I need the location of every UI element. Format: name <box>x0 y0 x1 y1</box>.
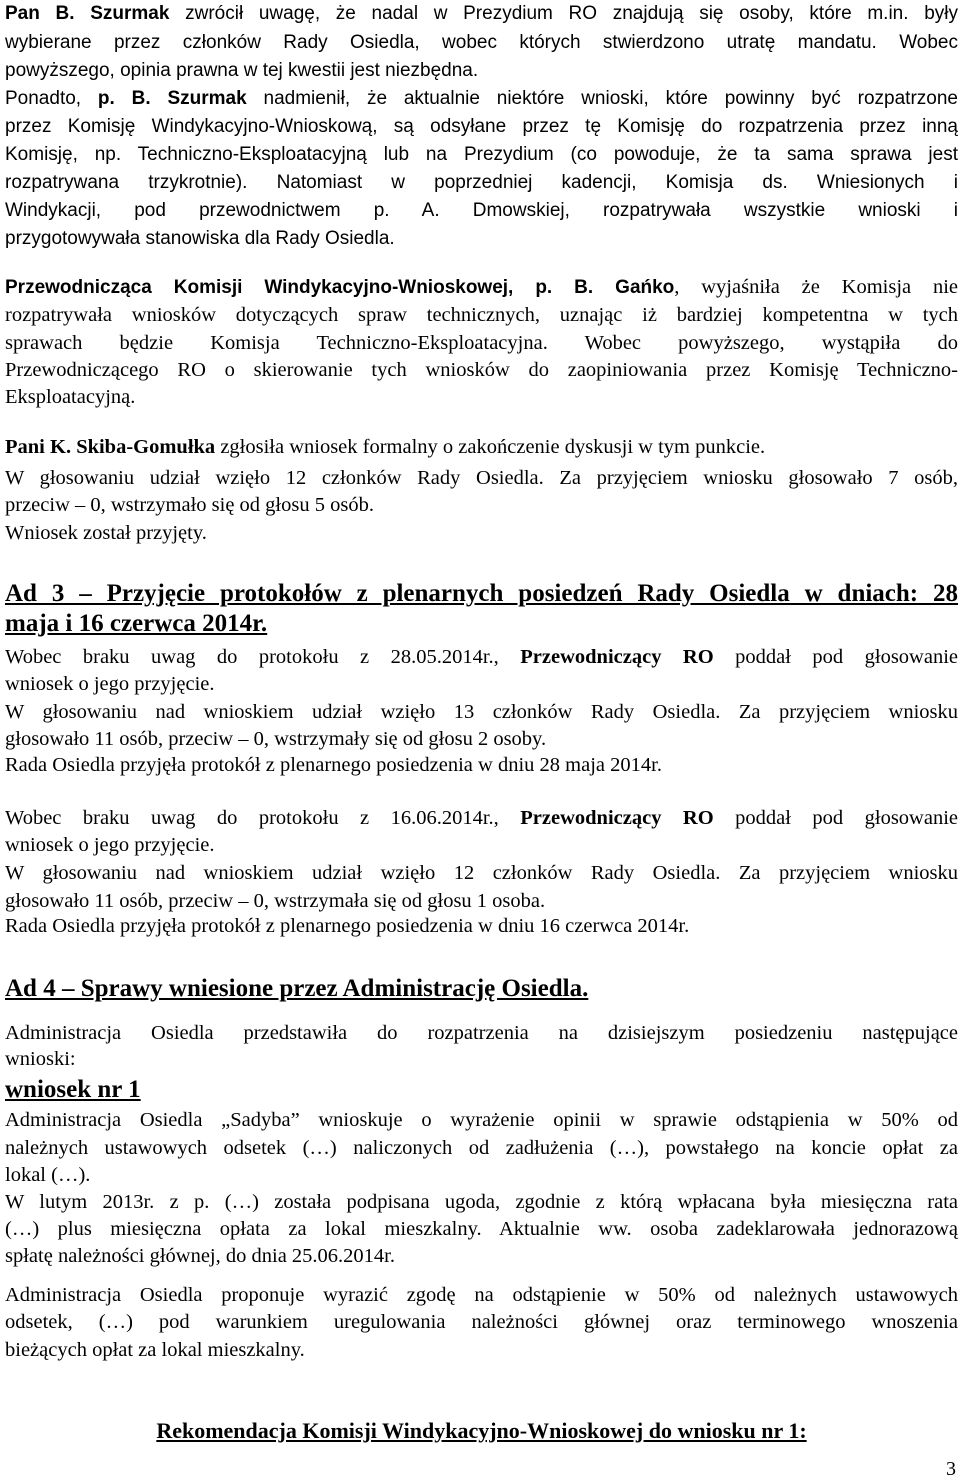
paragraph-4-line-3: przeciw – 0, wstrzymało się od głosu 5 osób. <box>5 494 374 516</box>
section-heading-ad4: Ad 4 – Sprawy wniesione przez Administrację Osiedla. <box>5 975 589 1002</box>
page-number: 3 <box>946 1458 956 1480</box>
paragraph-2-line-3: Komisję, np. Techniczno-Eksploatacyjną lub na Prezydium (co powoduje, że ta sama sprawa jest <box>5 144 958 165</box>
ad4-intro-line-2: wnioski: <box>5 1048 76 1070</box>
paragraph-1-line-1: Pan B. Szurmak zwrócił uwagę, że nadal w Prezydium RO znajdują się osoby, które m.in. były <box>5 3 959 24</box>
paragraph-4-line-1: Pani K. Skiba-Gomułka zgłosiła wniosek formalny o zakończenie dyskusji w tym punkcie. <box>5 436 766 458</box>
ad3-text-line-1: Wobec braku uwag do protokołu z 28.05.2014r., Przewodniczący RO poddał pod głosowanie <box>5 646 958 668</box>
paragraph-2-line-4: rozpatrywana trzykrotnie). Natomiast w poprzedniej kadencji, Komisja ds. Wniesionych i <box>5 172 958 193</box>
motion-line-6: spłatę należności głównej, do dnia 25.06.2014r. <box>5 1245 395 1267</box>
ad4-intro-line-1: Administracja Osiedla przedstawiła do rozpatrzenia na dzisiejszym posiedzeniu następujące <box>5 1022 958 1044</box>
ad3-text-line-7: wniosek o jego przyjęcie. <box>5 834 215 856</box>
motion-line-2: należnych ustawowych odsetek (…) naliczonych od zadłużenia (…), powstałego na koncie opłat za <box>5 1137 958 1159</box>
paragraph-3-line-5: Eksploatacyjną. <box>5 386 136 408</box>
paragraph-3-line-4: Przewodniczącego RO o skierowanie tych wniosków do zaopiniowania przez Komisję Techniczno- <box>5 359 958 381</box>
motion-line-4: W lutym 2013r. z p. (…) została podpisana ugoda, zgodnie z którą wpłacana była miesięczna rata <box>5 1191 958 1213</box>
paragraph-4-line-4: Wniosek został przyjęty. <box>5 522 207 544</box>
speaker-name: Przewodnicząca Komisji Windykacyjno-Wnioskowej, p. B. Gańko <box>5 277 675 298</box>
motion-line-1: Administracja Osiedla „Sadyba” wnioskuje o wyrażenie opinii w sprawie odstąpienia w 50% od <box>5 1109 958 1131</box>
ad3-text-line-3: W głosowaniu nad wnioskiem udział wzięło 13 członków Rady Osiedla. Za przyjęciem wniosku <box>5 701 958 723</box>
ad3-text-line-4: głosowało 11 osób, przeciw – 0, wstrzymały się od głosu 2 osoby. <box>5 728 547 750</box>
section-heading-ad3-line-1: Ad 3 – Przyjęcie protokołów z plenarnych posiedzeń Rady Osiedla w dniach: 28 <box>5 580 958 607</box>
paragraph-1-line-3: powyższego, opinia prawna w tej kwestii jest niezbędna. <box>5 60 479 81</box>
paragraph-2-line-1: Ponadto, p. B. Szurmak nadmienił, że aktualnie niektóre wnioski, które powinny być rozpatrzone <box>5 88 958 109</box>
motion-heading: wniosek nr 1 <box>5 1076 141 1103</box>
proposal-line-3: bieżących opłat za lokal mieszkalny. <box>5 1339 305 1361</box>
ad3-text-line-10: Rada Osiedla przyjęła protokół z plenarnego posiedzenia w dniu 16 czerwca 2014r. <box>5 915 690 937</box>
motion-line-5: (…) plus miesięczna opłata za lokal mieszkalny. Aktualnie ww. osoba zadeklarowała jednorazową <box>5 1218 958 1240</box>
section-heading-ad3-line-2: maja i 16 czerwca 2014r. <box>5 610 268 637</box>
ad3-text-line-6: Wobec braku uwag do protokołu z 16.06.2014r., Przewodniczący RO poddał pod głosowanie <box>5 807 958 829</box>
ad3-text-line-9: głosowało 11 osób, przeciw – 0, wstrzymała się od głosu 1 osoba. <box>5 890 546 912</box>
ad3-text-line-2: wniosek o jego przyjęcie. <box>5 673 215 695</box>
paragraph-2-line-6: przygotowywała stanowiska dla Rady Osiedla. <box>5 228 395 249</box>
recommendation-heading: Rekomendacja Komisji Windykacyjno-Wnioskowej do wniosku nr 1: <box>156 1418 807 1443</box>
speaker-name: Pan B. Szurmak <box>5 3 170 24</box>
speaker-name: Pani K. Skiba-Gomułka <box>5 436 216 458</box>
paragraph-4-line-2: W głosowaniu udział wzięło 12 członków Rady Osiedla. Za przyjęciem wniosku głosowało 7 osób, <box>5 467 958 489</box>
paragraph-1-line-2: wybierane przez członków Rady Osiedla, wobec których stwierdzono utratę mandatu. Wobec <box>5 32 958 53</box>
proposal-line-1: Administracja Osiedla proponuje wyrazić zgodę na odstąpienie w 50% od należnych ustawowych <box>5 1284 958 1306</box>
proposal-line-2: odsetek, (…) pod warunkiem uregulowania należności głównej oraz terminowego wnoszenia <box>5 1311 958 1333</box>
paragraph-2-line-5: Windykacji, pod przewodnictwem p. A. Dmowskiej, rozpatrywała wszystkie wnioski i <box>5 200 958 221</box>
paragraph-3-line-1: Przewodnicząca Komisji Windykacyjno-Wnioskowej, p. B. Gańko, wyjaśniła że Komisja nie <box>5 276 959 298</box>
motion-line-3: lokal (…). <box>5 1164 91 1186</box>
ad3-text-line-5: Rada Osiedla przyjęła protokół z plenarnego posiedzenia w dniu 28 maja 2014r. <box>5 754 662 776</box>
paragraph-2-line-2: przez Komisję Windykacyjno-Wnioskową, są odsyłane przez tę Komisję do rozpatrzenia przez inną <box>5 116 958 137</box>
ad3-text-line-8: W głosowaniu nad wnioskiem udział wzięło 12 członków Rady Osiedla. Za przyjęciem wniosku <box>5 862 958 884</box>
paragraph-3-line-2: rozpatrywała wniosków dotyczących spraw technicznych, uznając iż bardziej kompetentna w tych <box>5 304 958 326</box>
paragraph-3-line-3: sprawach będzie Komisja Techniczno-Eksploatacyjna. Wobec powyższego, wystąpiła do <box>5 332 958 354</box>
speaker-name: p. B. Szurmak <box>97 88 247 109</box>
